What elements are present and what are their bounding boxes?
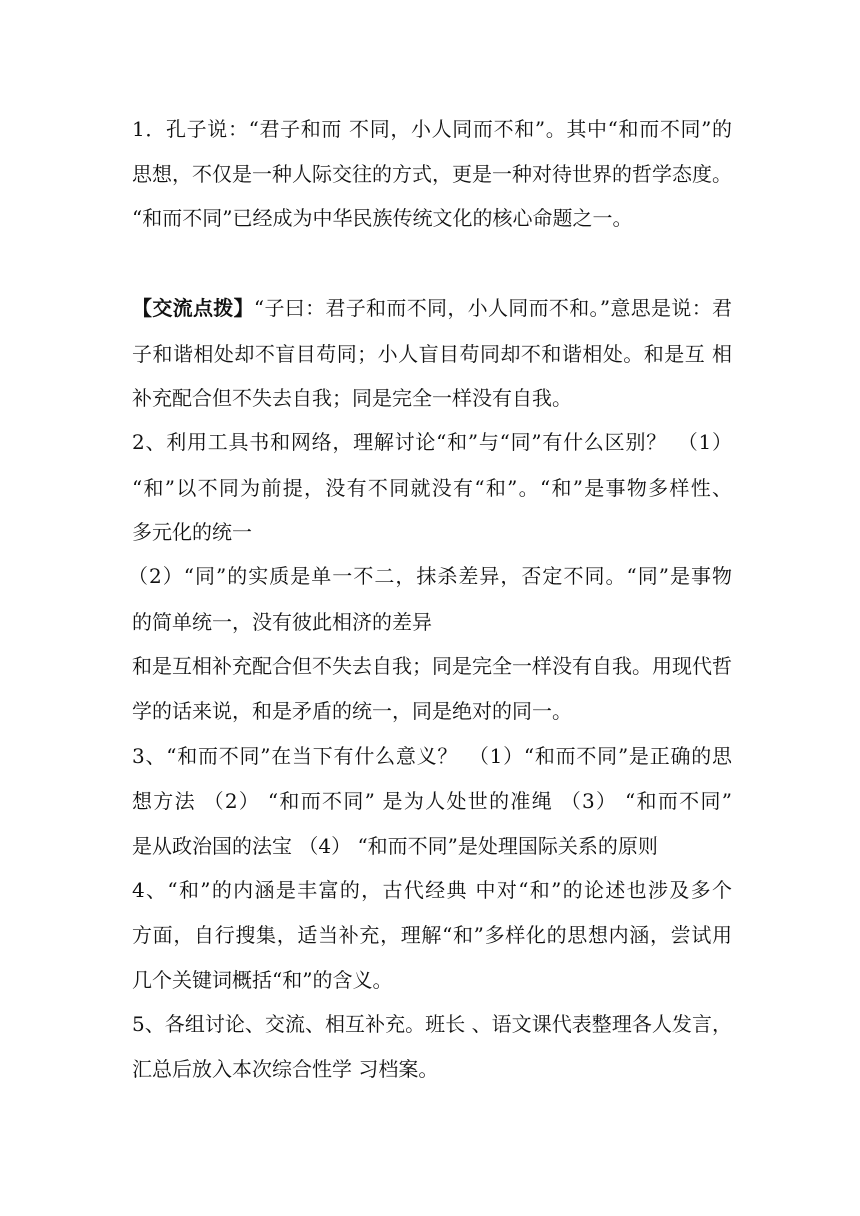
paragraph-2-line-1	[132, 294, 732, 322]
paragraph-3-line-1: 2、利用工具书和网络，理解讨论“和”与“同”有什么区别？ （1）	[132, 430, 732, 454]
paragraph-1-line-3: “和而不同”已经成为中华民族传统文化的核心命题之一。	[132, 206, 633, 230]
paragraph-3-line-3: 多元化的统一	[132, 520, 252, 544]
paragraph-6-line-3: 是从政治国的法宝 （4） “和而不同”是处理国际关系的原则	[132, 834, 658, 858]
paragraph-7-line-1: 4、“和”的内涵是丰富的，古代经典 中对“和”的论述也涉及多个	[132, 878, 732, 902]
paragraph-2-line-3: 补充配合但不失去自我；同是完全一样没有自我。	[132, 386, 572, 410]
paragraph-7-line-3: 几个关键词概括“和”的含义。	[132, 968, 393, 992]
paragraph-1-line-2: 思想，不仅是一种人际交往的方式，更是一种对待世界的哲学态度。	[132, 162, 732, 186]
paragraph-1-line-1: 1．孔子说：“君子和而 不同，小人同而不和”。其中“和而不同”的	[132, 117, 732, 141]
paragraph-3-line-2: “和”以不同为前提，没有不同就没有“和”。“和”是事物多样性、	[132, 476, 732, 500]
paragraph-2-line-2: 子和谐相处却不盲目苟同；小人盲目苟同却不和谐相处。和是互 相	[132, 342, 732, 366]
paragraph-8-line-1: 5、各组讨论、交流、相互补充。班长 、语文课代表整理各人发言，	[132, 1012, 732, 1036]
paragraph-6-line-2: 想方法 （2） “和而不同” 是为人处世的准绳 （3） “和而不同”	[132, 789, 732, 813]
paragraph-4-line-2: 的简单统一，没有彼此相济的差异	[132, 610, 432, 634]
paragraph-5-line-1: 和是互相补充配合但不失去自我；同是完全一样没有自我。用现代哲	[132, 654, 732, 678]
paragraph-7-line-2: 方面，自行搜集，适当补充，理解“和”多样化的思想内涵，尝试用	[132, 923, 732, 947]
paragraph-6-line-1: 3、“和而不同”在当下有什么意义？ （1）“和而不同”是正确的思	[132, 744, 732, 768]
paragraph-4-line-1: （2）“同”的实质是单一不二，抹杀差异，否定不同。“同”是事物	[128, 564, 732, 588]
paragraph-8-line-2: 汇总后放入本次综合性学 习档案。	[132, 1057, 439, 1081]
paragraph-5-line-2: 学的话来说，和是矛盾的统一，同是绝对的同一。	[132, 699, 572, 723]
exchange-tip-label: 【交流点拨】	[132, 296, 254, 320]
paragraph-2-line-1-text: “子曰：君子和而不同，小人同而不和。”意思是说：君	[253, 296, 733, 320]
